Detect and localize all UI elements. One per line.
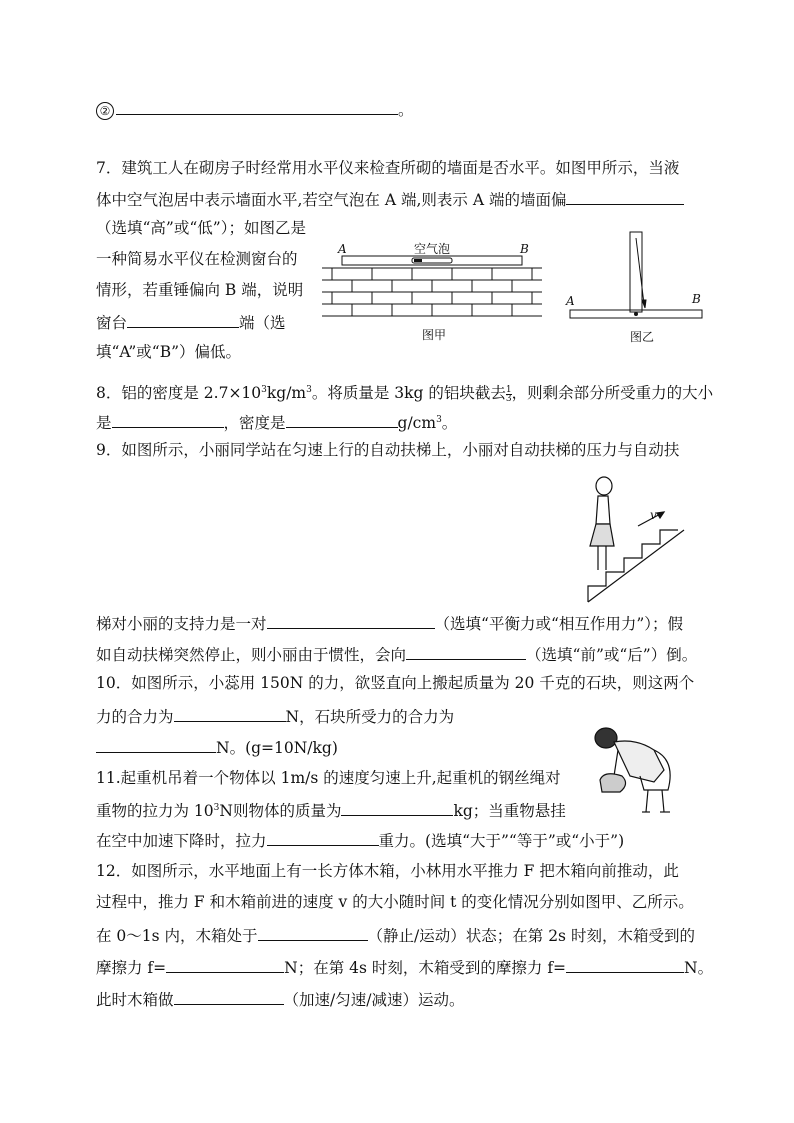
q11-line-3: 在空中加速下降时，拉力 重力。(选填“大于”“等于”或“小于”)	[96, 829, 624, 851]
label-b: B	[520, 242, 529, 256]
q12-line-4: 摩擦力 f= N；在第 4s 时刻，木箱受到的摩擦力 f= N。	[96, 956, 713, 978]
figure-jia	[322, 240, 542, 340]
q10-line-2: 力的合力为 N，石块所受力的合力为	[96, 705, 454, 727]
label-a: A	[338, 242, 347, 256]
q12-line-5: 此时木箱做 （加速/匀速/减速）运动。	[96, 988, 464, 1010]
q11-line-1: 11.起重机吊着一个物体以 1m/s 的速度匀速上升,起重机的钢丝绳对	[96, 769, 561, 787]
girl-lifting-stone-illustration	[584, 720, 684, 820]
escalator-figure	[584, 474, 694, 604]
bubble-label: 空气泡	[414, 242, 451, 256]
label-b: B	[692, 292, 701, 306]
figure-caption: 图甲	[422, 328, 447, 342]
q9-line-1: 9．如图所示，小丽同学站在匀速上行的自动扶梯上，小丽对自动扶梯的压力与自动扶	[96, 441, 680, 459]
figure-caption: 图乙	[630, 330, 655, 344]
answer-blank[interactable]	[112, 411, 224, 428]
q8-line-2: 是 ，密度是 $g/cm^3$。	[96, 410, 457, 433]
q9-line-2: 梯对小丽的支持力是一对 （选填“平衡力或“相互作用力”）；假	[96, 612, 683, 634]
q9-line-3: 如自动扶梯突然停止，则小丽由于惯性，会向 （选填“前”或“后”）倒。	[96, 643, 697, 665]
circled-number: ②	[96, 102, 114, 120]
answer-blank[interactable]	[341, 799, 453, 816]
answer-blank[interactable]	[566, 956, 684, 973]
q12-line-2: 过程中，推力 F 和木箱前进的速度 v 的大小随时间 t 的变化情况分别如图甲、乙所示。	[96, 893, 694, 911]
answer-blank[interactable]	[174, 988, 284, 1005]
q12-line-3: 在 0～1s 内，木箱处于 （静止/运动）状态；在第 2s 时刻，木箱受到的	[96, 924, 695, 946]
q8-line-1: 8．铝的密度是 $2.7\times 10^3kg/m^3$。将质量是 3kg 的铝块截去 $\frac{1}{3}$ ，则剩余部分所受重力的大小	[96, 384, 714, 404]
fraction: $\frac{1}{3}$	[505, 384, 512, 404]
answer-blank[interactable]	[406, 643, 526, 660]
q7-line-6: 窗台 端（选	[96, 311, 286, 333]
label-a: A	[566, 294, 575, 308]
figure-yi	[564, 228, 714, 344]
answer-blank[interactable]	[566, 188, 684, 205]
answer-blank[interactable]	[267, 829, 379, 846]
answer-blank[interactable]	[174, 705, 286, 722]
answer-blank[interactable]	[96, 736, 216, 753]
q7-line-5: 情形，若重锤偏向 B 端，说明	[96, 281, 304, 299]
lifting-figure	[584, 720, 684, 820]
q7-line-2: 体中空气泡居中表示墙面水平,若空气泡在 A 端,则表示 A 端的墙面偏	[96, 188, 684, 210]
q10-line-3: N。(g=10N/kg)	[96, 736, 338, 758]
answer-blank[interactable]	[286, 411, 398, 428]
escalator-illustration	[584, 474, 694, 604]
q11-line-2: 重物的拉力为 $10^3N$则物体的质量为 kg；当重物悬挂	[96, 798, 566, 821]
q7-line-1: 7．建筑工人在砌房子时经常用水平仪来检查所砌的墙面是否水平。如图甲所示，当液	[96, 159, 680, 177]
answer-blank[interactable]	[127, 311, 239, 328]
answer-blank[interactable]	[166, 956, 284, 973]
q7-line-7: 填“A”或“B”）偏低。	[96, 343, 242, 361]
air-bubble	[414, 259, 422, 262]
q6-line: ② 。	[96, 98, 414, 120]
answer-blank[interactable]	[258, 924, 368, 941]
answer-blank[interactable]	[116, 98, 398, 115]
q10-line-1: 10．如图所示，小蕊用 150N 的力，欲竖直向上搬起质量为 20 千克的石块，则这两个	[96, 674, 695, 692]
q7-line-4: 一种简易水平仪在检测窗台的	[96, 250, 298, 268]
velocity-label: v	[650, 508, 657, 522]
q7-line-3: （选填“高”或“低”）；如图乙是	[96, 219, 306, 237]
answer-blank[interactable]	[267, 612, 435, 629]
plumb-level-illustration	[564, 228, 714, 344]
q12-line-1: 12．如图所示，水平地面上有一长方体木箱，小林用水平推力 F 把木箱向前推动，此	[96, 862, 679, 880]
